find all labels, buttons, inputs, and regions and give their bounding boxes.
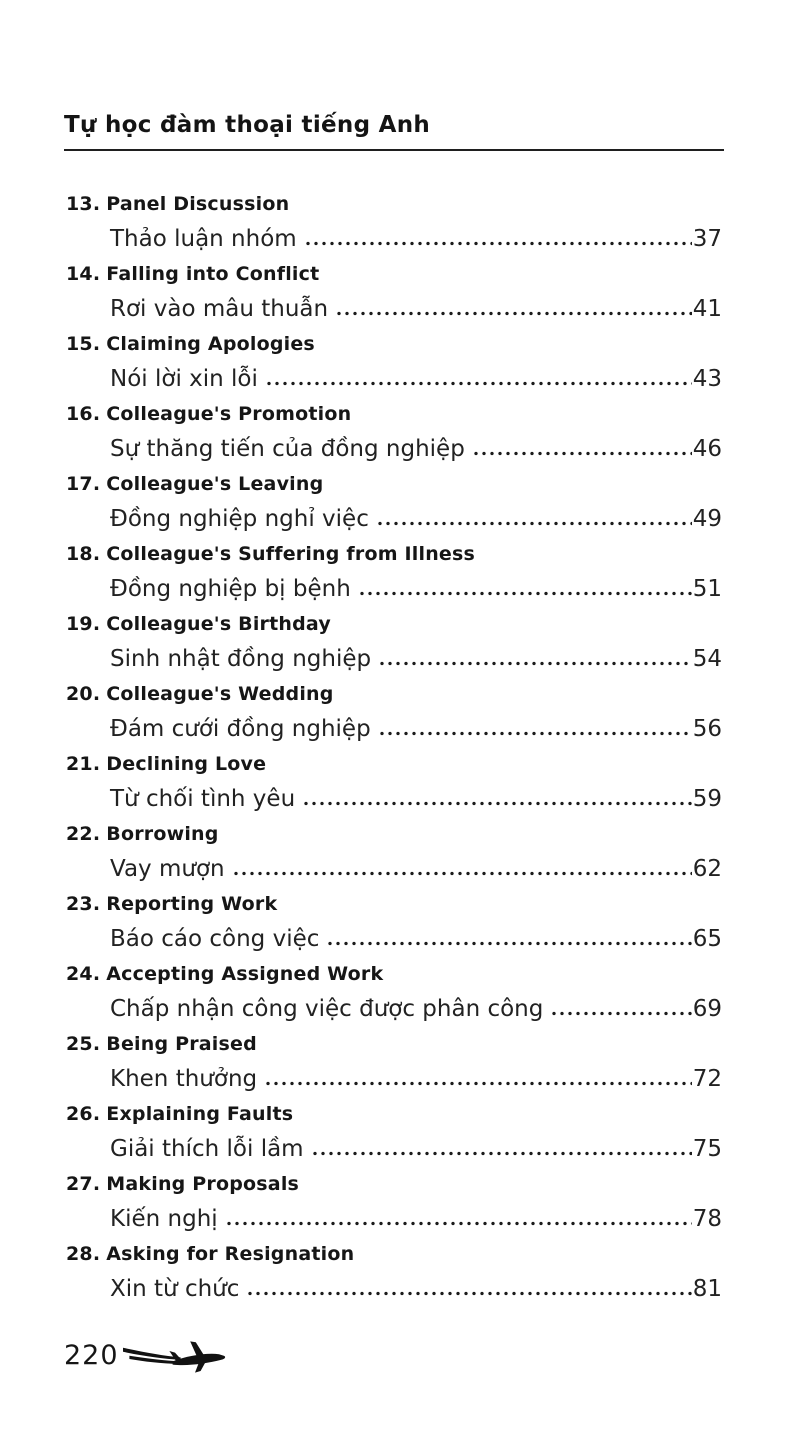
toc-entry-english-line (66, 467, 722, 501)
toc-entry-english-title: Declining Love (106, 753, 267, 775)
page-footer (64, 1333, 800, 1377)
dot-leader (302, 801, 692, 806)
toc-entry-vietnamese-line (66, 501, 722, 537)
toc-entry-vietnamese-title: Rơi vào mâu thuẫn (110, 296, 329, 322)
dot-leader (232, 871, 692, 876)
toc-entry-english-line (66, 747, 722, 781)
toc-entry-vietnamese-title: Báo cáo công việc (110, 926, 320, 952)
dot-leader (304, 241, 692, 246)
toc-entry-vietnamese-title: Xin từ chức (110, 1276, 240, 1302)
toc-entry-number: 24. (66, 963, 101, 985)
toc-entry-vietnamese-title: Vay mượn (110, 856, 225, 882)
toc-entry-vietnamese-title: Thảo luận nhóm (110, 226, 297, 252)
toc-entry-vietnamese-line (66, 431, 722, 467)
toc-entry-english-title: Colleague's Suffering from Illness (106, 543, 476, 565)
toc-entry-english-line (66, 1237, 722, 1271)
toc-entry-english-line (66, 187, 722, 221)
toc-entry-english-line (66, 537, 722, 571)
dot-leader (311, 1151, 692, 1156)
toc-entry-number: 21. (66, 753, 101, 775)
toc-entry-page-number: 75 (692, 1136, 722, 1162)
toc-entry-vietnamese-title: Giải thích lỗi lầm (110, 1136, 304, 1162)
toc-entry-vietnamese-line (66, 291, 722, 327)
toc-entry-english-line (66, 677, 722, 711)
toc-entry-vietnamese-title: Khen thưởng (110, 1066, 258, 1092)
dot-leader (472, 451, 692, 456)
toc-entry-english-title: Asking for Resignation (106, 1243, 355, 1265)
dot-leader (265, 381, 692, 386)
toc-entry-english-title: Colleague's Leaving (106, 473, 324, 495)
toc-entry-vietnamese-line (66, 711, 722, 747)
toc-entry-page-number: 46 (692, 436, 722, 462)
toc-entry-page-number: 81 (692, 1276, 722, 1302)
toc-entry-page-number: 65 (692, 926, 722, 952)
dot-leader (326, 941, 691, 946)
toc-entry-page-number: 43 (692, 366, 722, 392)
dot-leader (378, 661, 692, 666)
toc-entry (66, 1237, 722, 1307)
toc-entry (66, 1167, 722, 1237)
toc-entry (66, 397, 722, 467)
toc-entry-number: 17. (66, 473, 101, 495)
toc-entry-english-line (66, 1027, 722, 1061)
toc-entry-number: 20. (66, 683, 101, 705)
toc-entry-page-number: 51 (692, 576, 722, 602)
toc-entry-vietnamese-line (66, 851, 722, 887)
airplane-icon (123, 1333, 227, 1377)
toc-entry-vietnamese-title: Từ chối tình yêu (110, 786, 296, 812)
toc-entry (66, 467, 722, 537)
toc-entry-vietnamese-title: Chấp nhận công việc được phân công (110, 996, 544, 1022)
toc-entry-number: 28. (66, 1243, 101, 1265)
toc-entry (66, 677, 722, 747)
dot-leader (225, 1221, 692, 1226)
toc-entry-english-line (66, 957, 722, 991)
toc-entry-number: 27. (66, 1173, 101, 1195)
dot-leader (376, 521, 692, 526)
toc-entry-vietnamese-line (66, 1201, 722, 1237)
toc-entry-vietnamese-title: Đồng nghiệp bị bệnh (110, 576, 351, 602)
toc-entry-english-line (66, 887, 722, 921)
toc-entry-vietnamese-line (66, 991, 722, 1027)
toc-entry-number: 16. (66, 403, 101, 425)
toc-entry (66, 887, 722, 957)
toc-entry-page-number: 69 (692, 996, 722, 1022)
dot-leader (550, 1011, 691, 1016)
dot-leader (358, 591, 692, 596)
toc-entry-english-title: Colleague's Wedding (106, 683, 334, 705)
toc-entry-page-number: 72 (692, 1066, 722, 1092)
toc-entry (66, 817, 722, 887)
toc-entry-page-number: 62 (692, 856, 722, 882)
dot-leader (246, 1291, 691, 1296)
toc-entry-vietnamese-line (66, 921, 722, 957)
toc-entry-english-title: Making Proposals (106, 1173, 300, 1195)
toc-entry (66, 1027, 722, 1097)
toc-entry (66, 187, 722, 257)
toc-entry-page-number: 37 (692, 226, 722, 252)
page-header (64, 110, 724, 151)
toc-entry (66, 327, 722, 397)
toc-entry-number: 23. (66, 893, 101, 915)
toc-entry (66, 1097, 722, 1167)
toc-entry (66, 257, 722, 327)
toc-entry (66, 957, 722, 1027)
toc-entry-number: 22. (66, 823, 101, 845)
toc-entry-page-number: 54 (692, 646, 722, 672)
toc-entry-page-number: 41 (692, 296, 722, 322)
toc-entry-number: 13. (66, 193, 101, 215)
toc-entry-english-line (66, 817, 722, 851)
toc-entry-english-title: Being Praised (106, 1033, 257, 1055)
toc-entry-vietnamese-line (66, 571, 722, 607)
toc-entry-vietnamese-title: Đám cưới đồng nghiệp (110, 716, 371, 742)
toc-entry-number: 18. (66, 543, 101, 565)
dot-leader (264, 1081, 692, 1086)
toc-entry-vietnamese-title: Nói lời xin lỗi (110, 366, 258, 392)
toc-entry-vietnamese-line (66, 641, 722, 677)
toc-entry-vietnamese-title: Sinh nhật đồng nghiệp (110, 646, 372, 672)
toc-entry-english-title: Borrowing (106, 823, 219, 845)
footer-page-number: 220 (64, 1339, 119, 1371)
toc-entry-vietnamese-line (66, 1131, 722, 1167)
toc-entry-english-line (66, 327, 722, 361)
toc-entry-vietnamese-line (66, 361, 722, 397)
toc-entry-vietnamese-title: Sự thăng tiến của đồng nghiệp (110, 436, 465, 462)
toc-entry-english-title: Reporting Work (106, 893, 278, 915)
toc-entry-english-title: Colleague's Promotion (106, 403, 352, 425)
toc-entry-vietnamese-line (66, 1061, 722, 1097)
toc-entry-english-line (66, 397, 722, 431)
toc-entry-english-line (66, 1097, 722, 1131)
toc-entry-number: 25. (66, 1033, 101, 1055)
toc-entry (66, 607, 722, 677)
toc-entry-number: 15. (66, 333, 101, 355)
toc-entry-vietnamese-title: Kiến nghị (110, 1206, 218, 1232)
toc-entry-number: 19. (66, 613, 101, 635)
toc-entry-page-number: 56 (692, 716, 722, 742)
toc-entry-page-number: 59 (692, 786, 722, 812)
toc-entry-vietnamese-line (66, 221, 722, 257)
toc-entry (66, 747, 722, 817)
toc-entry-vietnamese-title: Đồng nghiệp nghỉ việc (110, 506, 369, 532)
book-title: Tự học đàm thoại tiếng Anh (64, 112, 431, 138)
toc-entry-page-number: 78 (692, 1206, 722, 1232)
dot-leader (378, 731, 692, 736)
toc-entry-english-title: Falling into Conflict (106, 263, 320, 285)
toc-entry-english-title: Claiming Apologies (106, 333, 315, 355)
toc-entry-page-number: 49 (692, 506, 722, 532)
toc-entry-english-line (66, 607, 722, 641)
toc-entry-english-title: Colleague's Birthday (106, 613, 331, 635)
toc-entry (66, 537, 722, 607)
toc-entry-number: 14. (66, 263, 101, 285)
toc-entry-english-title: Panel Discussion (106, 193, 290, 215)
toc-entry-english-title: Explaining Faults (106, 1103, 294, 1125)
toc-entry-vietnamese-line (66, 781, 722, 817)
toc-entry-vietnamese-line (66, 1271, 722, 1307)
toc-entry-english-line (66, 1167, 722, 1201)
toc-entry-english-line (66, 257, 722, 291)
toc-entry-english-title: Accepting Assigned Work (106, 963, 384, 985)
toc-entry-number: 26. (66, 1103, 101, 1125)
dot-leader (335, 311, 692, 316)
table-of-contents (66, 187, 722, 1307)
